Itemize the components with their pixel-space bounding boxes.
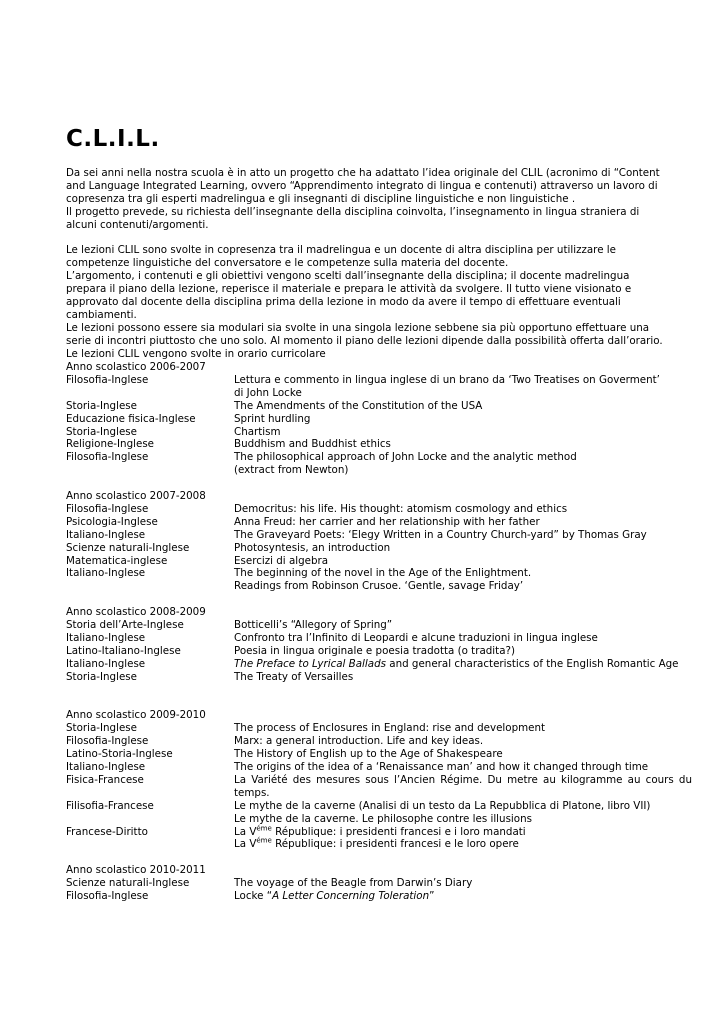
lesson-line: Sprint hurdling [234,412,311,425]
lesson-row [66,400,692,413]
subject-label: Latino-Italiano-Inglese [66,644,181,657]
lesson-row [66,890,692,903]
lesson-row [66,451,692,477]
lesson-topic [234,800,692,826]
subject-label: Italiano-Inglese [66,632,146,644]
subject-label: Francese-Diritto [66,825,148,838]
lesson-line-rest: and general characteristics of the English Romantic Age [386,657,679,670]
lesson-row [66,413,692,426]
lesson-topic [234,748,692,761]
lesson-row [66,826,692,852]
intro-paragraph: Da sei anni nella nostra scuola è in atto un progetto che ha adattato l’idea originale del CLIL (acronimo di “Content and Language Integrated Learning, ovvero “Apprendimento integrato di lingua e contenuti) attraverso un lavoro di copresenza tra gli esperti madrelingua e gli insegnanti di discipline linguistiche e non linguistiche . [66,167,660,205]
lesson-topic [234,658,692,671]
superscript: éme [256,837,272,846]
subject-label: Filosofia-Inglese [66,735,149,748]
lesson-line: The Amendments of the Constitution of the USA [234,399,483,412]
subject-label: Storia dell’Arte-Inglese [66,619,184,632]
lesson-row [66,555,692,568]
lesson-topic [234,438,692,451]
subject-label: Filosofia-Inglese [66,451,149,464]
lesson-line: The origins of the idea of a ‘Renaissance man’ and how it changed through time [234,761,649,774]
lesson-line [234,890,692,903]
lesson-topic [234,877,692,890]
lesson-line: Poesia in lingua originale e poesia tradotta (o tradita?) [234,644,515,657]
subject-label: Matematica-inglese [66,554,168,567]
lesson-topic [234,413,692,426]
lesson-line: The beginning of the novel in the Age of the Enlightment. [234,567,532,580]
lesson-topic [234,671,692,684]
intro-paragraph: Le lezioni possono essere sia modulari sia svolte in una singola lezione sebbene sia più opportuno effettuare una serie di incontri piuttosto che uno solo. Al momento il piano delle lezioni dipende dalla possibilità offerta dall’orario. [66,321,663,347]
lesson-line: Confronto tra l’Infinito di Leopardi e alcune traduzioni in lingua inglese [234,632,598,644]
lesson-line: The Graveyard Poets: ‘Elegy Written in a Country Church-yard” by Thomas Gray [234,528,647,541]
lesson-line: Buddhism and Buddhist ethics [234,438,391,451]
lesson-topic [234,735,692,748]
subject-label: Italiano-Inglese [66,567,146,580]
lesson-line-pre: La V [234,838,257,851]
school-year-section [66,709,692,851]
lesson-topic [234,774,692,800]
lesson-line: (extract from Newton) [234,464,349,477]
lesson-line [234,658,692,671]
lesson-line: Esercizi di algebra [234,554,329,567]
subject-label: Filosofia-Inglese [66,502,149,515]
subject-label: Filosofia-Inglese [66,890,149,903]
school-year-section [66,864,692,903]
lesson-line: temps. [234,786,270,799]
lesson-line-post: ” [429,890,435,903]
lesson-line [234,826,692,839]
lesson-row [66,619,692,632]
subject-label: Italiano-Inglese [66,761,146,774]
subject-label: Latino-Storia-Inglese [66,748,173,761]
lesson-line: Le mythe de la caverne. Le philosophe contre les illusions [234,812,532,825]
lesson-row [66,800,692,826]
lesson-line: The process of Enclosures in England: rise and development [234,722,546,735]
lesson-line: Photosyntesis, an introduction [234,541,391,554]
lesson-topic [234,890,692,903]
lesson-topic [234,451,692,477]
lesson-line-pre: Locke “ [234,890,273,903]
lesson-line: Chartism [234,425,281,438]
italic-title: The Preface to Lyrical Ballads [234,657,386,670]
lesson-row [66,722,692,735]
lesson-line: di John Locke [234,386,302,399]
lesson-row [66,516,692,529]
lesson-line: Le mythe de la caverne (Analisi di un testo da La Repubblica di Platone, libro VII) [234,799,651,812]
lesson-line: Marx: a general introduction. Life and key ideas. [234,735,484,748]
subject-label: Storia-Inglese [66,670,137,683]
lesson-row [66,542,692,555]
lesson-topic [234,619,692,632]
subject-label: Italiano-Inglese [66,528,146,541]
subject-label: Scienze naturali-Inglese [66,877,190,890]
school-year-title: Anno scolastico 2007-2008 [66,490,206,503]
intro-paragraph: Il progetto prevede, su richiesta dell’insegnante della disciplina coinvolta, l’insegnamento in lingua straniera di alcuni contenuti/argomenti. [66,205,640,231]
subject-label: Filosofia-Inglese [66,373,149,386]
subject-label: Psicologia-Inglese [66,515,158,528]
school-year-section [66,361,692,477]
intro-text [66,167,668,361]
lesson-topic [234,400,692,413]
lesson-line: Botticelli’s “Allegory of Spring” [234,619,393,632]
subject-label: Storia-Inglese [66,722,137,735]
lesson-topic [234,722,692,735]
school-year-title: Anno scolastico 2009-2010 [66,709,206,722]
lesson-line: The Treaty of Versailles [234,670,354,683]
lesson-line: The voyage of the Beagle from Darwin’s Diary [234,877,473,890]
italic-title: A Letter Concerning Toleration [272,890,430,903]
lesson-row [66,503,692,516]
lesson-line-pre: La V [234,825,257,838]
school-years-list [66,361,692,916]
lesson-topic [234,374,692,400]
subject-label: Fisica-Francese [66,773,144,786]
subject-label: Scienze naturali-Inglese [66,541,190,554]
lesson-row [66,645,692,658]
lesson-row [66,374,692,400]
lesson-line: The philosophical approach of John Locke and the analytic method [234,451,577,464]
subject-label: Storia-Inglese [66,425,137,438]
lesson-row [66,735,692,748]
lesson-topic [234,632,692,645]
lesson-topic [234,529,692,542]
school-year-title: Anno scolastico 2008-2009 [66,606,206,619]
paragraph-gap [66,232,668,245]
lesson-line: La Variété des mesures sous l’Ancien Régime. Du metre au kilogramme au cours du [234,773,692,786]
lesson-row [66,658,692,671]
lesson-row [66,671,692,684]
lesson-row [66,877,692,890]
subject-label: Educazione fisica-Inglese [66,412,196,425]
lesson-topic [234,542,692,555]
subject-label: Italiano-Inglese [66,657,146,670]
lesson-line: Democritus: his life. His thought: atomism cosmology and ethics [234,502,568,515]
school-year-section [66,490,692,593]
lesson-line: Readings from Robinson Crusoe. ‘Gentle, savage Friday’ [234,580,524,593]
lesson-topic [234,826,692,852]
lesson-topic [234,567,692,593]
lesson-row [66,567,692,593]
school-year-title: Anno scolastico 2006-2007 [66,361,206,373]
lesson-topic [234,516,692,529]
lesson-row [66,774,692,800]
lesson-row [66,529,692,542]
lesson-row [66,426,692,439]
superscript: éme [256,824,272,833]
school-year-section [66,606,692,683]
lesson-topic [234,426,692,439]
lesson-topic [234,555,692,568]
lesson-topic [234,645,692,658]
intro-paragraph: Le lezioni CLIL sono svolte in copresenza tra il madrelingua e un docente di altra disciplina per utilizzare le competenze linguistiche del conversatore e le competenze sulla materia del docente. [66,244,616,270]
lesson-line-post: République: i presidenti francesi e le loro opere [271,838,519,851]
lesson-line: Anna Freud: her carrier and her relationship with her father [234,515,540,528]
lesson-row [66,761,692,774]
lesson-row [66,438,692,451]
lesson-line-post: République: i presidenti francesi e i loro mandati [271,825,526,838]
lesson-row [66,632,692,645]
intro-paragraph: L’argomento, i contenuti e gli obiettivi vengono scelti dall’insegnante della disciplina; il docente madrelingua prepara il piano della lezione, reperisce il materiale e prepara le attività da svolgere. Il tutto viene visionato e approvato dal docente della disciplina prima della lezione in modo da avere il tempo di effettuare eventuali cambiamenti. [66,270,632,321]
lesson-topic [234,761,692,774]
school-year-title: Anno scolastico 2010-2011 [66,864,206,877]
lesson-line: Lettura e commento in lingua inglese di un brano da ‘Two Treatises on Goverment’ [234,373,660,386]
lesson-line [234,838,692,851]
lesson-topic [234,503,692,516]
lesson-line: The History of English up to the Age of Shakespeare [234,748,503,761]
subject-label: Storia-Inglese [66,399,137,412]
subject-label: Filisofia-Francese [66,799,154,812]
subject-label: Religione-Inglese [66,438,155,451]
intro-paragraph: Le lezioni CLIL vengono svolte in orario curricolare [66,347,326,360]
lesson-row [66,748,692,761]
page-title: C.L.I.L. [66,126,160,152]
